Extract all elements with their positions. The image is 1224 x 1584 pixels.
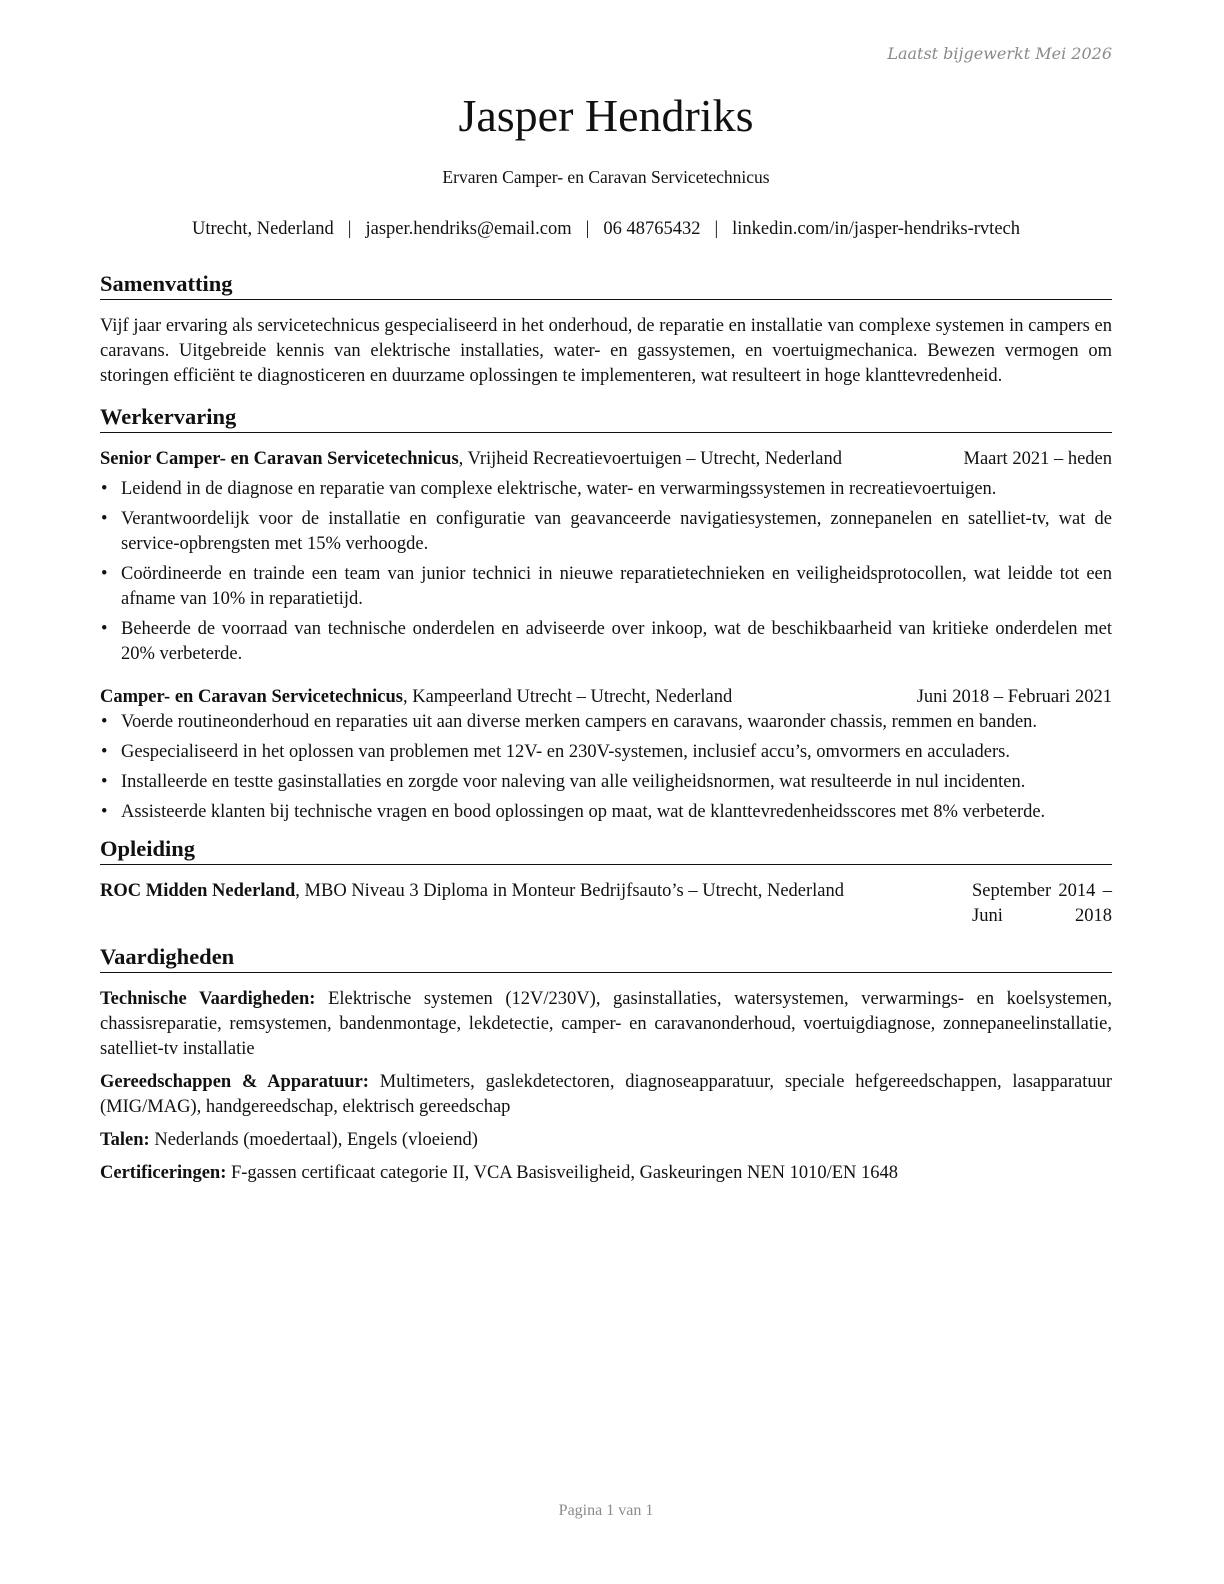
job-title-line xyxy=(100,685,917,710)
job-bullets xyxy=(100,710,1112,825)
job-header xyxy=(100,447,1112,472)
job-company: , Vrijheid Recreatievoertuigen – Utrecht, Nederland xyxy=(458,449,842,469)
bullet-item: • Voerde routineonderhoud en reparaties uit aan diverse merken campers en caravans, waaronder chassis, remmen en banden. xyxy=(100,710,1112,735)
section-title-experience: Werkervaring xyxy=(100,403,1112,433)
job-company: , Kampeerland Utrecht – Utrecht, Nederland xyxy=(402,687,733,707)
skill-label: Technische Vaardigheden: xyxy=(100,989,316,1009)
resume-page xyxy=(100,0,1112,1584)
headline: Ervaren Camper- en Caravan Servicetechnicus xyxy=(442,167,770,187)
skill-group xyxy=(100,1161,1112,1186)
bullet-item: • Assisteerde klanten bij technische vragen en bood oplossingen op maat, wat de klanttevredenheidsscores met 8% verbeterde. xyxy=(100,800,1112,825)
job-entry xyxy=(100,685,1112,825)
bullet-item: • Beheerde de voorraad van technische onderdelen en adviseerde over inkoop, wat de beschikbaarheid van kritieke onderdelen met 20% verbeterde. xyxy=(100,617,1112,667)
job-header xyxy=(100,685,1112,710)
job-role: Senior Camper- en Caravan Servicetechnicus xyxy=(100,449,459,469)
skill-text: F-gassen certificaat categorie II, VCA Basisveiligheid, Gaskeuringen NEN 1010/EN 1648 xyxy=(226,1163,899,1183)
summary-text: Vijf jaar ervaring als servicetechnicus gespecialiseerd in het onderhoud, de reparatie en installatie van complexe systemen in campers en caravans. Uitgebreide kennis van elektrische installaties, water- en gassystemen, en voertuigmechanica. Bewezen vermogen om storingen efficiënt te diagnosticeren en duurzame oplossingen te implementeren, wat resulteert in hoge klanttevredenheid. xyxy=(100,316,1112,386)
education-line xyxy=(100,879,880,904)
skill-text: Nederlands (moedertaal), Engels (vloeiend) xyxy=(149,1130,478,1150)
bullet-item: • Verantwoordelijk voor de installatie en configuratie van geavanceerde navigatiesystemen, zonnepanelen en satelliet-tv, wat de service-opbrengsten met 15% verhoogde. xyxy=(100,507,1112,557)
skill-group xyxy=(100,987,1112,1062)
bullet-item: • Coördineerde en trainde een team van junior technici in nieuwe reparatietechnieken en veiligheidsprotocollen, wat leidde tot een afname van 10% in reparatietijd. xyxy=(100,562,1112,612)
skill-label: Certificeringen: xyxy=(100,1163,227,1183)
skill-label: Talen: xyxy=(100,1130,150,1150)
job-dates: Maart 2021 – heden xyxy=(963,449,1112,469)
page-number: Pagina 1 van 1 xyxy=(558,1502,654,1519)
last-updated: Laatst bijgewerkt Mei 2026 xyxy=(887,44,1112,63)
separator: | xyxy=(347,219,352,239)
section-title-summary: Samenvatting xyxy=(100,270,1112,300)
job-bullets xyxy=(100,477,1112,667)
education-entry xyxy=(100,879,1112,929)
contact-linkedin[interactable]: linkedin.com/in/jasper-hendriks-rvtech xyxy=(732,219,1020,239)
separator: | xyxy=(714,219,719,239)
job-role: Camper- en Caravan Servicetechnicus xyxy=(100,687,403,707)
section-title-skills: Vaardigheden xyxy=(100,943,1112,973)
job-title-line xyxy=(100,447,964,472)
education-detail: , MBO Niveau 3 Diploma in Monteur Bedrijfsauto’s – Utrecht, Nederland xyxy=(295,881,845,901)
education-school: ROC Midden Nederland xyxy=(100,881,296,901)
contact-phone: 06 48765432 xyxy=(603,219,701,239)
skill-text: Elektrische systemen (12V/230V), gasinstallaties, watersystemen, verwarmings- en koelsystemen, chassisreparatie, remsystemen, bandenmontage, lekdetectie, camper- en caravanonderhoud, voertuigdiagnose, zonnepaneelinstallatie, satelliet-tv installatie xyxy=(100,989,1113,1059)
bullet-item: • Gespecialiseerd in het oplossen van problemen met 12V- en 230V-systemen, inclusief accu’s, omvormers en acculaders. xyxy=(100,740,1112,765)
contact-location: Utrecht, Nederland xyxy=(192,219,334,239)
skill-group xyxy=(100,1128,1112,1153)
contact-email[interactable]: jasper.hendriks@email.com xyxy=(365,219,572,239)
separator: | xyxy=(585,219,590,239)
bullet-item: • Installeerde en testte gasinstallaties en zorgde voor naleving van alle veiligheidsnormen, wat resulteerde in nul incidenten. xyxy=(100,770,1112,795)
resume-content xyxy=(100,270,1112,1194)
candidate-name: Jasper Hendriks xyxy=(458,90,754,141)
bullet-item: • Leidend in de diagnose en reparatie van complexe elektrische, water- en verwarmingssystemen in recreatievoertuigen. xyxy=(100,477,1112,502)
skill-label: Gereedschappen & Apparatuur: xyxy=(100,1072,369,1092)
job-entry xyxy=(100,447,1112,667)
contact-line xyxy=(100,219,1112,240)
section-title-education: Opleiding xyxy=(100,835,1112,865)
job-dates: Juni 2018 – Februari 2021 xyxy=(916,687,1112,707)
education-dates: September 2014 – Juni 2018 xyxy=(972,881,1112,926)
skill-group xyxy=(100,1070,1112,1120)
skill-text: Multimeters, gaslekdetectoren, diagnoseapparatuur, speciale hefgereedschappen, lasapparatuur (MIG/MAG), handgereedschap, elektrisch gereedschap xyxy=(100,1072,1112,1117)
